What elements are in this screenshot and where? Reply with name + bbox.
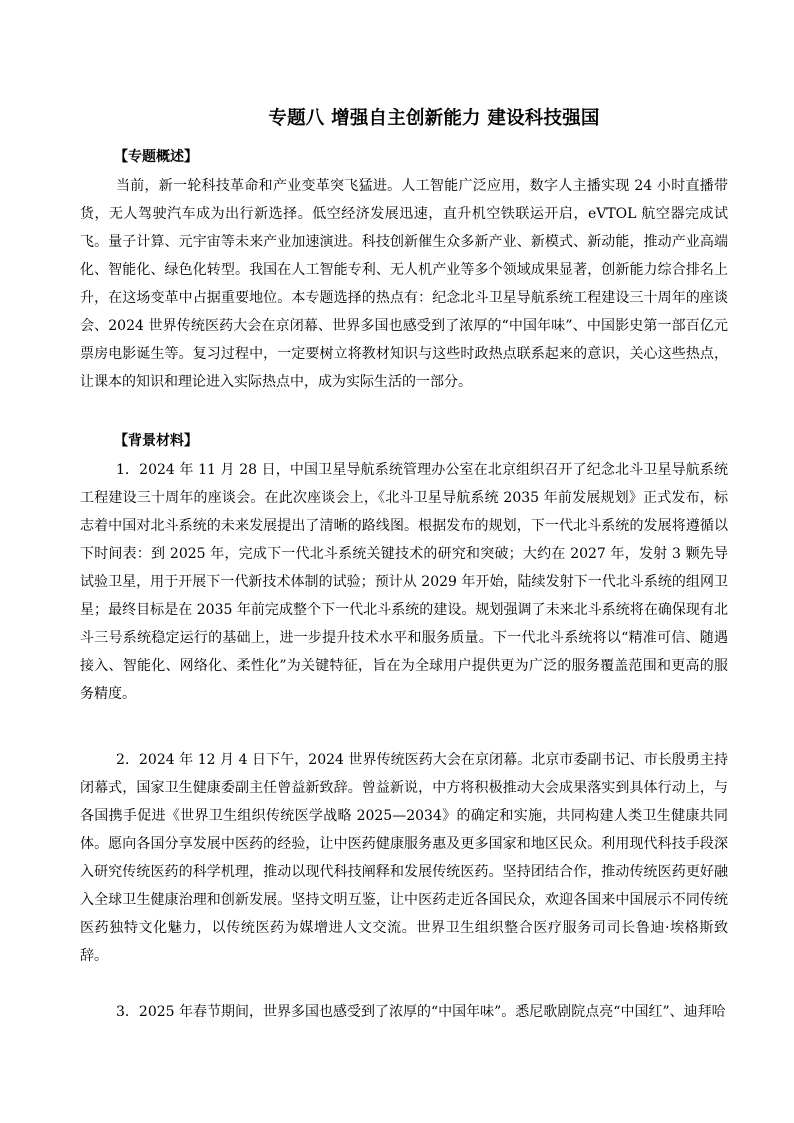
background-item-1: 1．2024 年 11 月 28 日，中国卫星导航系统管理办公室在北京组织召开了纪念北斗卫星导航系统工程建设三十周年的座谈会。在此次座谈会上，《北斗卫星导航系统 2035 年前发展规划》正式发布，标志着中国对北斗系统的未来发展提出了清晰的路线图。根据发布的规划，下一代北斗系统的发展将遵循以下时间表：到 2025 年，完成下一代北斗系统关键技术的研究和突破；大约在 2027 年，发射 3 颗先导试验卫星，用于开展下一代新技术体制的试验；预计从 2029 年开始，陆续发射下一代北斗系统的组网卫星；最终目标是在 2035 年前完成整个下一代北斗系统的建设。规划强调了未来北斗系统将在确保现有北斗三号系统稳定运行的基础上，进一步提升技术水平和服务质量。下一代北斗系统将以“精准可信、随遇接入、智能化、网络化、柔性化”为关键特征，旨在为全球用户提供更为广泛的服务覆盖范围和更高的服务精度。 bbox=[80, 462, 728, 702]
background-heading: 【背景材料】 bbox=[114, 433, 198, 449]
background-item-3: 3．2025 年春节期间，世界多国也感受到了浓厚的“中国年味”。悉尼歌剧院点亮“中国红”、迪拜哈 bbox=[116, 1004, 726, 1020]
overview-paragraph: 当前，新一轮科技革命和产业变革突飞猛进。人工智能广泛应用，数字人主播实现 24 小时直播带货，无人驾驶汽车成为出行新选择。低空经济发展迅速，直升机空铁联运开启，eVTOL 航空器完成试飞。量子计算、元宇宙等未来产业加速演进。科技创新催生众多新产业、新模式、新动能，推动产业高端化、智能化、绿色化转型。我国在人工智能专利、无人机产业等多个领域成果显著，创新能力综合排名上升，在这场变革中占据重要地位。本专题选择的热点有：纪念北斗卫星导航系统工程建设三十周年的座谈会、2024 世界传统医药大会在京闭幕、世界多国也感受到了浓厚的“中国年味”、中国影史第一部百亿元票房电影诞生等。复习过程中，一定要树立将教材知识与这些时政热点联系起来的意识，关心这些热点，让课本的知识和理论进入实际热点中，成为实际生活的一部分。 bbox=[80, 178, 728, 390]
overview-heading: 【专题概述】 bbox=[114, 149, 198, 165]
document-title: 专题八 增强自主创新能力 建设科技强国 bbox=[268, 108, 600, 129]
background-item-2: 2．2024 年 12 月 4 日下午，2024 世界传统医药大会在京闭幕。北京市委副书记、市长殷勇主持闭幕式，国家卫生健康委副主任曾益新致辞。曾益新说，中方将积极推动大会成果落实到具体行动上，与各国携手促进《世界卫生组织传统医学战略 2025—2034》的确定和实施，共同构建人类卫生健康共同体。愿向各国分享发展中医药的经验，让中医药健康服务惠及更多国家和地区民众。利用现代科技手段深入研究传统医药的科学机理，推动以现代科技阐释和发展传统医药。坚持团结合作，推动传统医药更好融入全球卫生健康治理和创新发展。坚持文明互鉴，让中医药走近各国民众，欢迎各国来中国展示不同传统医药独特文化魅力，以传统医药为媒增进人文交流。世界卫生组织整合医疗服务司司长鲁迪·埃格斯致辞。 bbox=[80, 752, 728, 964]
